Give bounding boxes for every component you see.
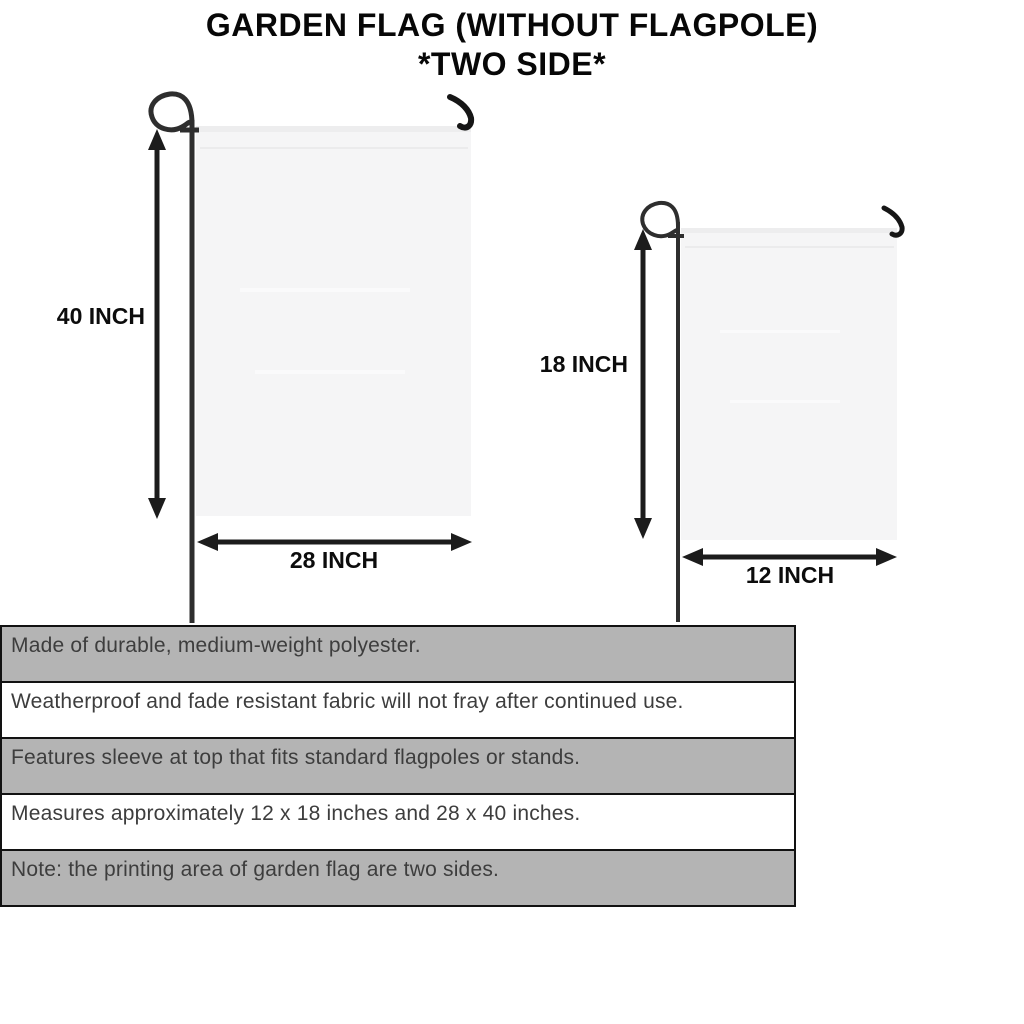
small-flag-diagram [634, 203, 902, 622]
feature-row [0, 681, 796, 739]
small-flagpole-loop [642, 203, 678, 236]
feature-text: Made of durable, medium-weight polyester. [11, 634, 421, 657]
title-line-1: GARDEN FLAG (WITHOUT FLAGPOLE) [205, 7, 819, 43]
small-flag-height-label: 18 INCH [539, 351, 628, 377]
small-flag-cloth [681, 228, 897, 540]
feature-table [0, 625, 796, 907]
small-height-dimension-arrow [634, 229, 652, 539]
large-height-dimension-arrow [148, 129, 166, 519]
feature-text: Features sleeve at top that fits standard flagpoles or stands. [11, 746, 581, 769]
feature-text: Note: the printing area of garden flag are two sides. [11, 858, 500, 881]
feature-text: Measures approximately 12 x 18 inches and 28 x 40 inches. [11, 802, 581, 825]
feature-row [0, 849, 796, 907]
large-flag-diagram [148, 94, 472, 623]
feature-row [0, 625, 796, 683]
feature-text: Weatherproof and fade resistant fabric will not fray after continued use. [11, 690, 684, 713]
large-flag-cloth [196, 126, 471, 516]
title-line-2: *TWO SIDE* [417, 46, 607, 82]
feature-row [0, 737, 796, 795]
feature-row [0, 793, 796, 851]
large-flag-width-label: 28 INCH [289, 547, 379, 573]
large-flag-height-label: 40 INCH [56, 303, 145, 329]
large-flagpole-loop [151, 94, 192, 130]
large-flag-hook-icon [450, 97, 471, 128]
small-flag-width-label: 12 INCH [745, 562, 835, 588]
